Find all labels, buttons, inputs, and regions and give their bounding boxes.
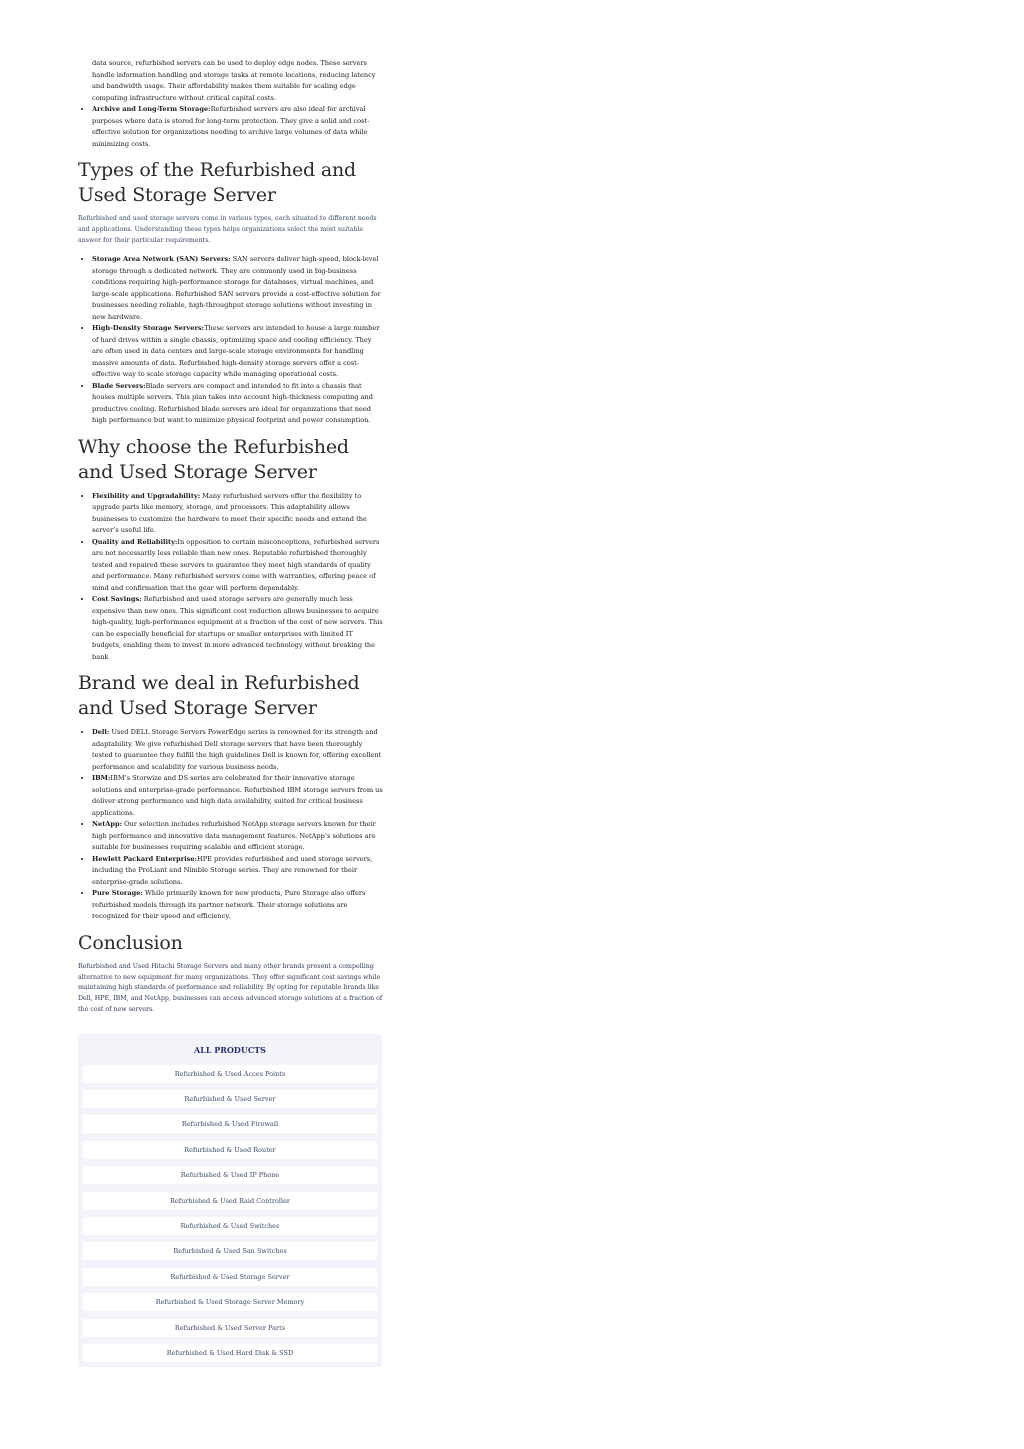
article-content: [78, 58, 383, 1058]
list-item-title: Archive and Long-Term Storage:: [92, 105, 211, 113]
list-item-text: Refurbished servers are also ideal for archival purposes where data is stored for long-term protection. They give a solid and cost-effective solution for organizations needing to archive large volumes of data while minimizing costs.: [92, 105, 370, 148]
list-item-title: Pure Storage:: [92, 889, 143, 898]
list-item: [92, 773, 383, 819]
list-item-title: Dell:: [92, 728, 110, 737]
list-item-title: IBM:: [92, 774, 111, 783]
list-item-title: Blade Servers:: [92, 381, 146, 390]
list-item: [92, 594, 383, 663]
section-heading-brands: Brand we deal in Refurbished and Used Storage Server: [78, 672, 360, 720]
section-intro-types: Refurbished and used storage servers come in various types, each situated to different needs and applications. Understanding these types helps organizations select the most suitable answer for their particular requirements.: [78, 215, 377, 244]
product-link-raid-controller[interactable]: Refurbished & Used Raid Controller: [83, 1192, 377, 1210]
list-item: [92, 854, 383, 889]
list-item: [92, 254, 383, 323]
product-link-switches[interactable]: Refurbished & Used Switches: [83, 1217, 377, 1235]
list-item: [92, 58, 383, 104]
product-link-server[interactable]: Refurbished & Used Server: [83, 1090, 377, 1108]
use-cases-list: [78, 58, 383, 150]
product-link-firewall[interactable]: Refurbished & Used Firewall: [83, 1115, 377, 1133]
product-link-server-parts[interactable]: Refurbished & Used Server Parts: [83, 1319, 377, 1337]
product-link-hard-disk-ssd[interactable]: Refurbished & Used Hard Disk & SSD: [83, 1344, 377, 1362]
list-item-text: data source, refurbished servers can be used to deploy edge nodes. These servers handle information handling and storage tasks at remote locations, reducing latency and bandwidth usage. Their affordability makes them suitable for scaling edge computing infrastructure without critical capital costs.: [92, 59, 376, 102]
list-item-title: Hewlett Packard Enterprise:: [92, 854, 197, 863]
product-link-san-switches[interactable]: Refurbished & Used San Switches: [83, 1242, 377, 1260]
list-item: [92, 323, 383, 381]
list-item-title: Flexibility and Upgradability:: [92, 491, 201, 500]
list-item-title: NetApp:: [92, 820, 123, 829]
brands-list: [78, 727, 383, 923]
all-products-panel: [78, 1034, 382, 1367]
list-item-title: Cost Savings:: [92, 595, 142, 604]
list-item-text: Our selection includes refurbished NetApp storage servers known for their high performance and innovative data management features. NetApp’s solutions are suitable for businesses requiring scalable and efficient storage.: [92, 820, 376, 852]
list-item: [92, 537, 383, 595]
list-item-text: While primarily known for new products, Pure Storage also offers refurbished models through its partner network. Their storage solutions are recognized for their speed and efficiency.: [92, 889, 366, 921]
product-link-storage-server[interactable]: Refurbished & Used Storage Server: [83, 1268, 377, 1286]
product-link-acces-points[interactable]: Refurbished & Used Acces Points: [83, 1065, 377, 1083]
section-heading-why: Why choose the Refurbished and Used Storage Server: [78, 435, 349, 483]
list-item-title: Storage Area Network (SAN) Servers:: [92, 255, 231, 264]
list-item: [92, 381, 383, 427]
product-link-router[interactable]: Refurbished & Used Router: [83, 1141, 377, 1159]
list-item-text: HPE provides refurbished and used storage servers, including the ProLiant and Nimble Storage series. They are renowned for their enterprise-grade solutions.: [92, 854, 373, 886]
types-list: [78, 254, 383, 427]
list-item-text: Refurbished and used storage servers are generally much less expensive than new ones. This significant cost reduction allows businesses to acquire high-quality, high-performance equipment at a fraction of the cost of new servers. This can be especially beneficial for startups or smaller enterprises with limited IT budgets, enabling them to invest in more advanced technology without breaking the bank: [92, 595, 383, 661]
product-link-storage-server-memory[interactable]: Refurbished & Used Storage Server Memory: [83, 1293, 377, 1311]
why-list: [78, 491, 383, 664]
list-item: [92, 888, 383, 923]
list-item: [92, 491, 383, 537]
list-item: [92, 819, 383, 854]
all-products-title: ALL PRODUCTS: [194, 1045, 266, 1055]
list-item-text: In opposition to certain misconceptions, refurbished servers are not necessarily less reliable than new ones. Reputable refurbished thoroughly tested and repaired these servers to guarantee they meet high standards of quality and performance. Many refurbished servers come with warranties, offering peace of mind and confirmation that the gear will perform dependably.: [92, 537, 380, 592]
product-link-ip-phone[interactable]: Refurbished & Used IP Phone: [83, 1166, 377, 1184]
conclusion-text: Refurbished and Used Hitachi Storage Servers and many other brands present a compelling alternative to new equipment for many organizations. They offer significant cost savings while maintaining high standards of performance and reliability. By opting for reputable brands like Dell, HPE, IBM, and NetApp, businesses can access advanced storage solutions at a fraction of the cost of new servers.: [78, 962, 383, 1014]
list-item-title: Quality and Reliability:: [92, 537, 178, 546]
list-item-title: High-Density Storage Servers:: [92, 324, 205, 333]
list-item-text: Used DELL Storage Servers PowerEdge series is renowned for its strength and adaptability. We give refurbished Dell storage servers that have been thoroughly tested to guarantee they fulfill the high guidelines Dell is known for, offering excellent performance and scalability for various business needs.: [92, 728, 382, 771]
list-item: [92, 104, 383, 150]
list-item-text: Blade servers are compact and intended to fit into a chassis that houses multiple servers. This plan takes into account high-thickness computing and productive cooling. Refurbished blade servers are ideal for organizations that need high performance but want to minimize physical footprint and power consumption.: [92, 381, 373, 425]
list-item-text: Many refurbished servers offer the flexibility to upgrade parts like memory, storage, and processors. This adaptability allows businesses to customize the hardware to meet their specific needs and extend the server’s useful life.: [92, 491, 367, 535]
section-heading-conclusion: Conclusion: [78, 931, 183, 954]
list-item: [92, 727, 383, 773]
list-item-text: These servers are intended to house a large number of hard drives within a single chassis, optimizing space and cooling efficiency. They are often used in data centers and large-scale storage environments for handling massive amounts of data. Refurbished high-density storage servers offer a cost-effective way to scale storage capacity while managing operational costs.: [92, 324, 380, 379]
section-heading-types: Types of the Refurbished and Used Storage Server: [78, 159, 356, 206]
list-item-text: IBM’s Storwize and DS series are celebrated for their innovative storage solutions and enterprise-grade performance. Refurbished IBM storage servers from us deliver strong performance and high data availability, suited for critical business applications.: [92, 774, 383, 817]
list-item-text: SAN servers deliver high-speed, block-level storage through a dedicated network. They are commonly used in big-business conditions requiring high-performance storage for databases, virtual machines, and large-scale applications. Refurbished SAN servers provide a cost-effective solution for businesses needing reliable, high-throughput storage solutions without investing in new hardware.: [92, 255, 381, 321]
